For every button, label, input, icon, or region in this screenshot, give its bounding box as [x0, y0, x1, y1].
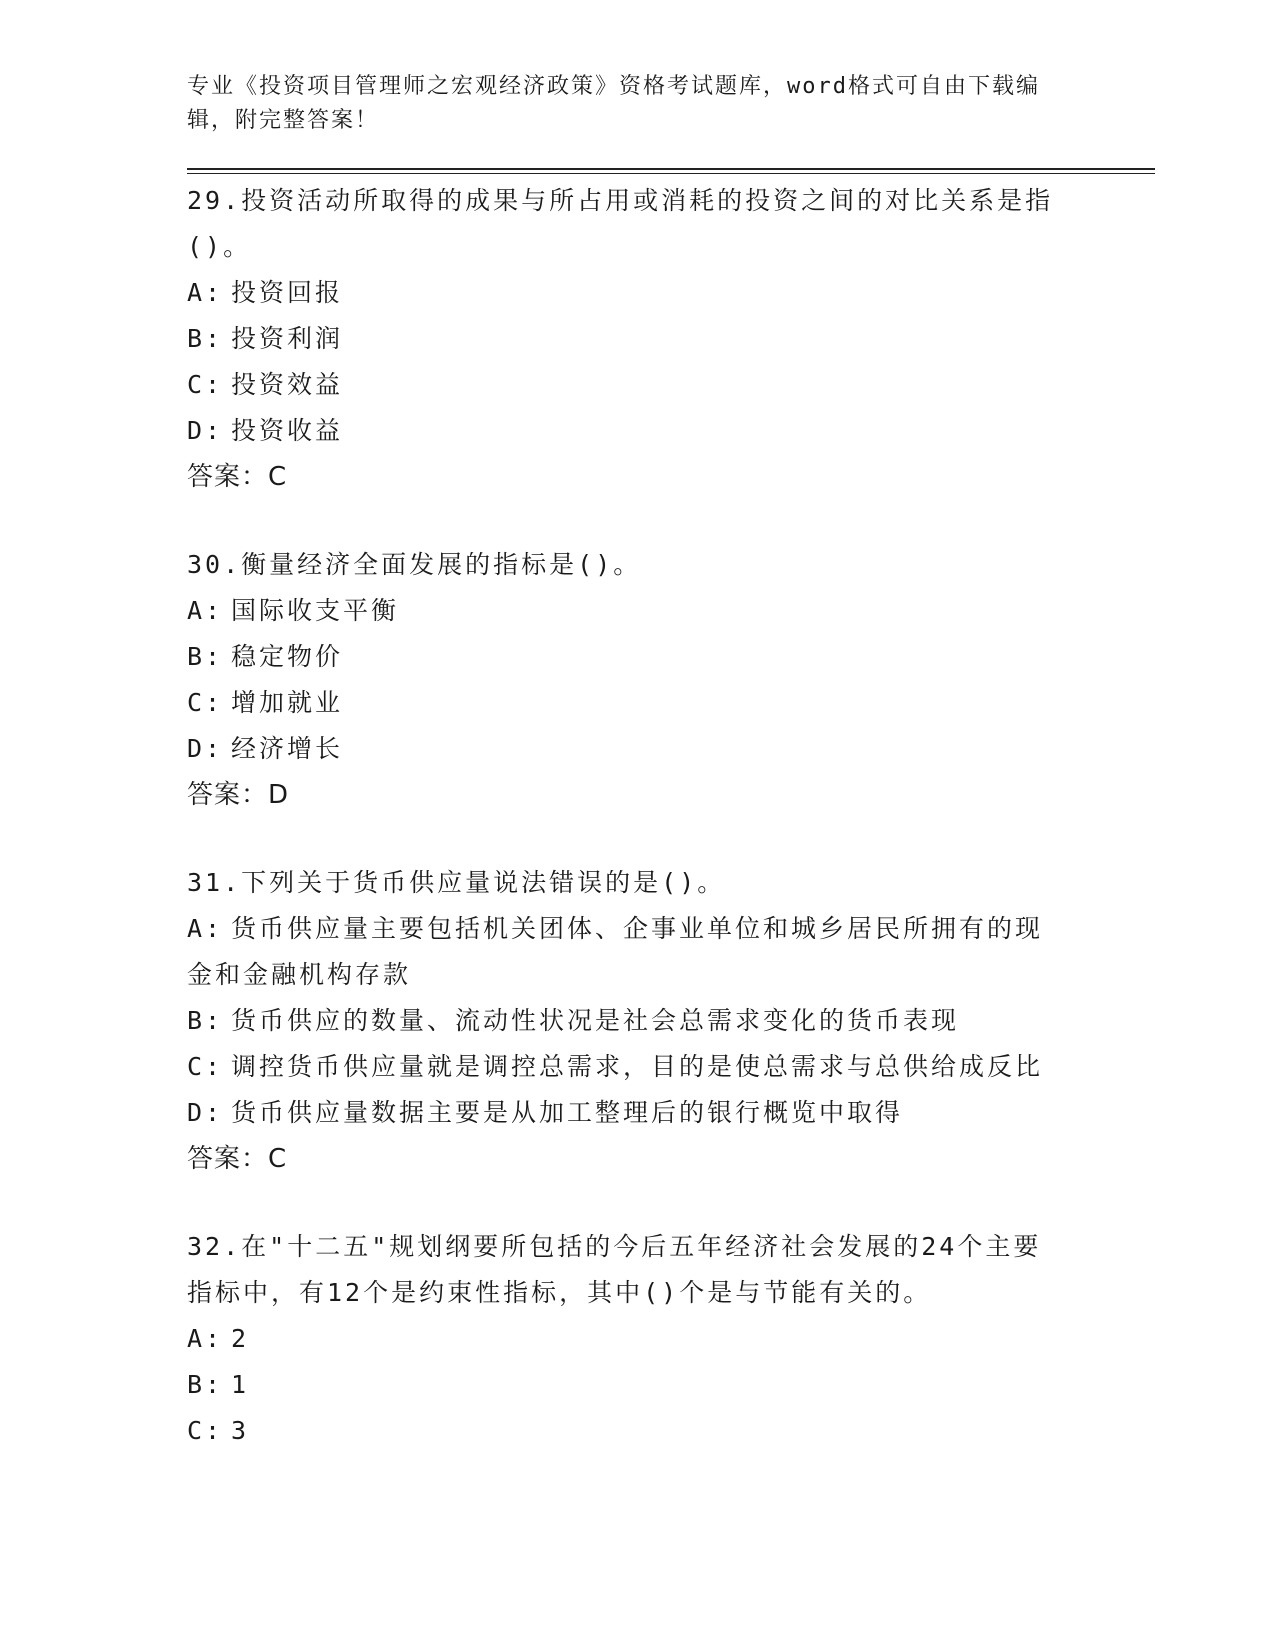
option-a	[187, 270, 1067, 316]
option-text: 货币供应量数据主要是从加工整理后的银行概览中取得	[231, 1098, 904, 1127]
option-text: 国际收支平衡	[231, 596, 400, 625]
option-key: B:	[187, 642, 224, 671]
option-c	[187, 362, 1067, 408]
answer-text: 答案：C	[187, 1144, 288, 1174]
option-text: 货币供应量主要包括机关团体、企事业单位和城乡居民所拥有的现金和金融机构存款	[187, 914, 1044, 989]
option-key: A:	[187, 914, 224, 943]
option-c	[187, 1044, 1067, 1090]
question-32	[187, 1224, 1087, 1454]
question-list	[187, 178, 1087, 1454]
question-text: 30.衡量经济全面发展的指标是()。	[187, 550, 642, 579]
answer-text: 答案：C	[187, 462, 288, 492]
question-text: 29.投资活动所取得的成果与所占用或消耗的投资之间的对比关系是指()。	[187, 186, 1054, 261]
option-text: 投资回报	[231, 278, 344, 307]
option-text: 3	[231, 1416, 250, 1445]
option-a	[187, 1316, 1067, 1362]
option-text: 货币供应的数量、流动性状况是社会总需求变化的货币表现	[231, 1006, 960, 1035]
question-31	[187, 860, 1087, 1182]
question-text: 32.在"十二五"规划纲要所包括的今后五年经济社会发展的24个主要指标中，有12个是约束性指标，其中()个是与节能有关的。	[187, 1232, 1042, 1307]
option-key: A:	[187, 1324, 224, 1353]
option-text: 投资利润	[231, 324, 344, 353]
option-b	[187, 634, 1067, 680]
question-text: 31.下列关于货币供应量说法错误的是()。	[187, 868, 726, 897]
option-text: 投资收益	[231, 416, 344, 445]
option-key: B:	[187, 1370, 224, 1399]
option-b	[187, 998, 1067, 1044]
option-c	[187, 680, 1067, 726]
option-key: C:	[187, 688, 224, 717]
option-key: C:	[187, 1052, 224, 1081]
option-key: C:	[187, 370, 224, 399]
option-key: A:	[187, 596, 224, 625]
option-key: B:	[187, 1006, 224, 1035]
option-text: 经济增长	[231, 734, 344, 763]
document-intro: 专业《投资项目管理师之宏观经济政策》资格考试题库，word格式可自由下载编辑，附完整答案！	[187, 74, 1040, 133]
option-text: 投资效益	[231, 370, 344, 399]
option-text: 2	[231, 1324, 250, 1353]
question-30	[187, 542, 1087, 818]
option-d	[187, 408, 1067, 454]
option-key: D:	[187, 734, 224, 763]
option-key: B:	[187, 324, 224, 353]
option-a	[187, 906, 1067, 998]
header-divider	[187, 168, 1155, 174]
option-text: 1	[231, 1370, 250, 1399]
option-d	[187, 1090, 1067, 1136]
option-key: A:	[187, 278, 224, 307]
option-text: 调控货币供应量就是调控总需求，目的是使总需求与总供给成反比	[231, 1052, 1044, 1081]
option-b	[187, 1362, 1067, 1408]
answer-text: 答案：D	[187, 780, 290, 810]
option-a	[187, 588, 1067, 634]
question-29	[187, 178, 1087, 500]
option-c	[187, 1408, 1067, 1454]
document-page	[187, 70, 1087, 1496]
option-key: D:	[187, 1098, 224, 1127]
option-key: C:	[187, 1416, 224, 1445]
option-key: D:	[187, 416, 224, 445]
option-text: 增加就业	[231, 688, 344, 717]
option-b	[187, 316, 1067, 362]
option-d	[187, 726, 1067, 772]
option-text: 稳定物价	[231, 642, 344, 671]
